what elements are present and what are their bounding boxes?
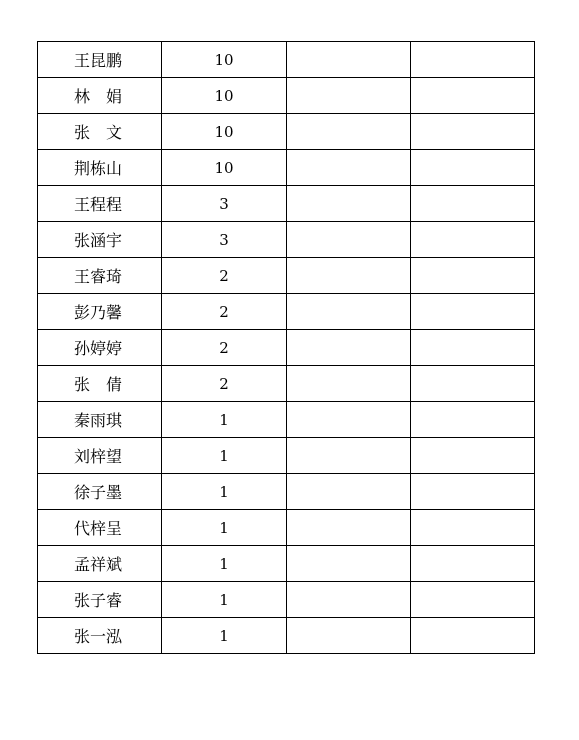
- empty-cell: [411, 582, 535, 618]
- score-cell: 3: [162, 222, 287, 258]
- table-row: [38, 222, 535, 258]
- empty-cell: [287, 258, 411, 294]
- empty-cell: [287, 438, 411, 474]
- name-cell: 徐子墨: [38, 474, 162, 510]
- empty-cell: [287, 510, 411, 546]
- score-cell: 1: [162, 474, 287, 510]
- empty-cell: [411, 78, 535, 114]
- name-cell: 张 倩: [38, 366, 162, 402]
- name-cell: 张一泓: [38, 618, 162, 654]
- name-cell: 张涵宇: [38, 222, 162, 258]
- score-cell: 1: [162, 438, 287, 474]
- score-cell: 1: [162, 546, 287, 582]
- table-row: [38, 618, 535, 654]
- score-cell: 1: [162, 582, 287, 618]
- empty-cell: [287, 582, 411, 618]
- name-cell: 刘梓望: [38, 438, 162, 474]
- score-cell: 10: [162, 78, 287, 114]
- empty-cell: [411, 114, 535, 150]
- table-row: [38, 366, 535, 402]
- name-cell: 孙婷婷: [38, 330, 162, 366]
- table-row: [38, 330, 535, 366]
- score-cell: 10: [162, 114, 287, 150]
- empty-cell: [411, 330, 535, 366]
- table-row: [38, 510, 535, 546]
- score-cell: 2: [162, 258, 287, 294]
- empty-cell: [287, 330, 411, 366]
- table-row: [38, 402, 535, 438]
- table-row: [38, 258, 535, 294]
- name-cell: 彭乃馨: [38, 294, 162, 330]
- empty-cell: [411, 222, 535, 258]
- empty-cell: [411, 42, 535, 78]
- empty-cell: [287, 474, 411, 510]
- empty-cell: [287, 366, 411, 402]
- empty-cell: [287, 186, 411, 222]
- score-cell: 10: [162, 42, 287, 78]
- empty-cell: [287, 114, 411, 150]
- results-table: [37, 41, 535, 654]
- empty-cell: [411, 402, 535, 438]
- table-row: [38, 474, 535, 510]
- table-row: [38, 186, 535, 222]
- empty-cell: [287, 546, 411, 582]
- table-row: [38, 42, 535, 78]
- name-cell: 张 文: [38, 114, 162, 150]
- name-cell: 秦雨琪: [38, 402, 162, 438]
- name-cell: 王昆鹏: [38, 42, 162, 78]
- table-row: [38, 114, 535, 150]
- table-body: [38, 42, 535, 654]
- empty-cell: [287, 222, 411, 258]
- name-cell: 王睿琦: [38, 258, 162, 294]
- empty-cell: [411, 546, 535, 582]
- table-row: [38, 78, 535, 114]
- empty-cell: [411, 258, 535, 294]
- name-cell: 孟祥斌: [38, 546, 162, 582]
- score-cell: 2: [162, 330, 287, 366]
- empty-cell: [411, 150, 535, 186]
- table-row: [38, 438, 535, 474]
- table-row: [38, 150, 535, 186]
- empty-cell: [411, 366, 535, 402]
- empty-cell: [411, 438, 535, 474]
- name-cell: 张子睿: [38, 582, 162, 618]
- name-cell: 代梓呈: [38, 510, 162, 546]
- score-cell: 3: [162, 186, 287, 222]
- empty-cell: [287, 42, 411, 78]
- table-row: [38, 546, 535, 582]
- score-cell: 1: [162, 618, 287, 654]
- empty-cell: [411, 294, 535, 330]
- name-cell: 林 娟: [38, 78, 162, 114]
- name-cell: 荆栋山: [38, 150, 162, 186]
- score-cell: 10: [162, 150, 287, 186]
- empty-cell: [287, 618, 411, 654]
- table-row: [38, 582, 535, 618]
- table-row: [38, 294, 535, 330]
- score-cell: 1: [162, 402, 287, 438]
- score-cell: 1: [162, 510, 287, 546]
- empty-cell: [411, 510, 535, 546]
- empty-cell: [411, 618, 535, 654]
- empty-cell: [411, 186, 535, 222]
- score-cell: 2: [162, 366, 287, 402]
- name-cell: 王程程: [38, 186, 162, 222]
- score-cell: 2: [162, 294, 287, 330]
- empty-cell: [287, 294, 411, 330]
- empty-cell: [287, 402, 411, 438]
- empty-cell: [287, 150, 411, 186]
- empty-cell: [411, 474, 535, 510]
- empty-cell: [287, 78, 411, 114]
